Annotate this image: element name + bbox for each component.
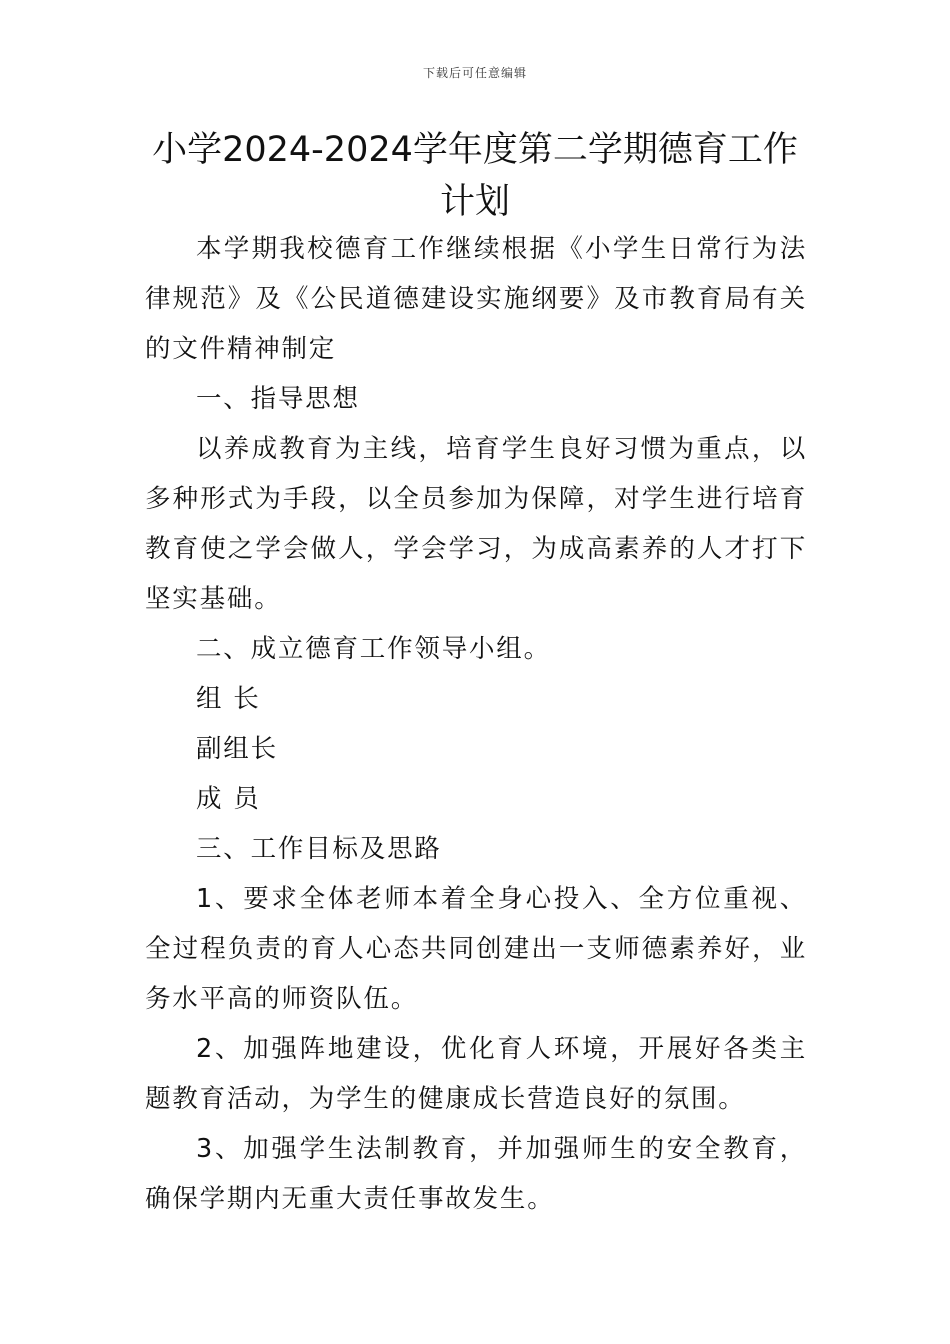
section-heading-guiding-thought: 一、指导思想: [196, 384, 360, 414]
section-heading-goals: 三、工作目标及思路: [196, 834, 442, 864]
document-title: 小学2024-2024学年度第二学期德育工作计划: [152, 130, 798, 222]
page-header-note: 下载后可任意编辑: [422, 66, 527, 80]
goal-item-1: 1、要求全体老师本着全身心投入、全方位重视、全过程负责的育人心态共同创建出一支师德素养好，业务水平高的师资队伍。: [145, 884, 807, 1014]
deputy-leader-label: 副组长: [196, 734, 278, 764]
intro-paragraph: 本学期我校德育工作继续根据《小学生日常行为法律规范》及《公民道德建设实施纲要》及市教育局有关的文件精神制定: [145, 234, 807, 364]
group-leader-label: 组 长: [196, 684, 261, 714]
section-heading-leadership-group: 二、成立德育工作领导小组。: [196, 634, 551, 664]
members-label: 成 员: [196, 784, 261, 814]
document-body: [145, 224, 807, 1224]
goal-item-3: 3、加强学生法制教育，并加强师生的安全教育，确保学期内无重大责任事故发生。: [145, 1134, 807, 1214]
goal-item-2: 2、加强阵地建设，优化育人环境，开展好各类主题教育活动，为学生的健康成长营造良好的氛围。: [145, 1034, 807, 1114]
guiding-thought-paragraph: 以养成教育为主线，培育学生良好习惯为重点，以多种形式为手段，以全员参加为保障，对学生进行培育教育使之学会做人，学会学习，为成高素养的人才打下坚实基础。: [145, 434, 807, 614]
